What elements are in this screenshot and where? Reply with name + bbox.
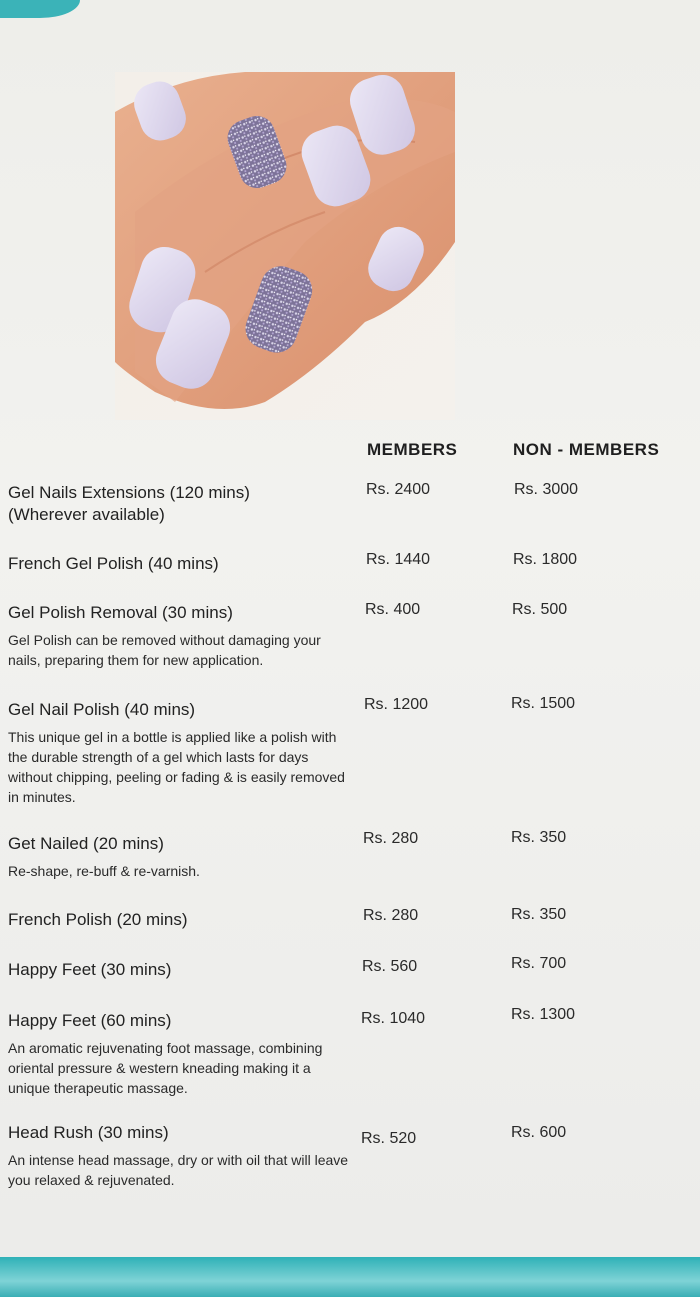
members-price: Rs. 280 [363, 907, 419, 924]
service-item [8, 1010, 353, 1098]
non-members-column-header: NON - MEMBERS [513, 440, 660, 459]
service-item [8, 833, 353, 881]
members-column-header: MEMBERS [367, 440, 458, 459]
non-members-price: Rs. 1300 [511, 1006, 576, 1023]
members-price: Rs. 400 [365, 601, 421, 618]
service-name: Gel Nail Polish (40 mins) [8, 700, 196, 719]
service-item [8, 553, 353, 575]
non-members-price: Rs. 3000 [514, 481, 579, 498]
service-name: Head Rush (30 mins) [8, 1123, 169, 1142]
service-name: Get Nailed (20 mins) [8, 834, 164, 853]
service-name: Gel Polish Removal (30 mins) [8, 603, 233, 622]
service-name: French Gel Polish (40 mins) [8, 554, 219, 573]
members-price: Rs. 280 [363, 830, 419, 847]
manicure-photo [115, 72, 455, 420]
service-note: (Wherever available) [8, 505, 165, 524]
teal-bottom-band [0, 1257, 700, 1297]
service-description: An aromatic rejuvenating foot massage, combining oriental pressure & western kneading making it a unique therapeutic massage. [8, 1040, 323, 1096]
service-name: French Polish (20 mins) [8, 910, 188, 929]
non-members-price: Rs. 1800 [513, 551, 578, 568]
teal-corner-decoration [0, 0, 80, 18]
service-item [8, 482, 353, 526]
members-price: Rs. 520 [361, 1130, 417, 1147]
non-members-price: Rs. 350 [511, 906, 567, 923]
service-name: Happy Feet (30 mins) [8, 960, 172, 979]
service-item [8, 1122, 353, 1190]
members-price: Rs. 1040 [361, 1010, 426, 1027]
service-item [8, 909, 353, 931]
service-item [8, 602, 353, 670]
non-members-price: Rs. 600 [511, 1124, 567, 1141]
service-name: Happy Feet (60 mins) [8, 1011, 172, 1030]
service-item [8, 959, 353, 981]
service-item [8, 699, 353, 807]
service-description: Gel Polish can be removed without damaging your nails, preparing them for new application. [8, 632, 321, 668]
non-members-price: Rs. 1500 [511, 695, 576, 712]
members-price: Rs. 560 [362, 958, 418, 975]
members-price: Rs. 1200 [364, 696, 429, 713]
non-members-price: Rs. 350 [511, 829, 567, 846]
non-members-price: Rs. 700 [511, 955, 567, 972]
service-description: An intense head massage, dry or with oil that will leave you relaxed & rejuvenated. [8, 1152, 349, 1188]
members-price: Rs. 1440 [366, 551, 431, 568]
service-description: This unique gel in a bottle is applied like a polish with the durable strength of a gel which lasts for days without chipping, peeling or fading & is easily removed in minutes. [8, 729, 345, 805]
service-description: Re-shape, re-buff & re-varnish. [8, 863, 200, 879]
non-members-price: Rs. 500 [512, 601, 568, 618]
members-price: Rs. 2400 [366, 481, 431, 498]
service-name: Gel Nails Extensions (120 mins) [8, 483, 250, 502]
